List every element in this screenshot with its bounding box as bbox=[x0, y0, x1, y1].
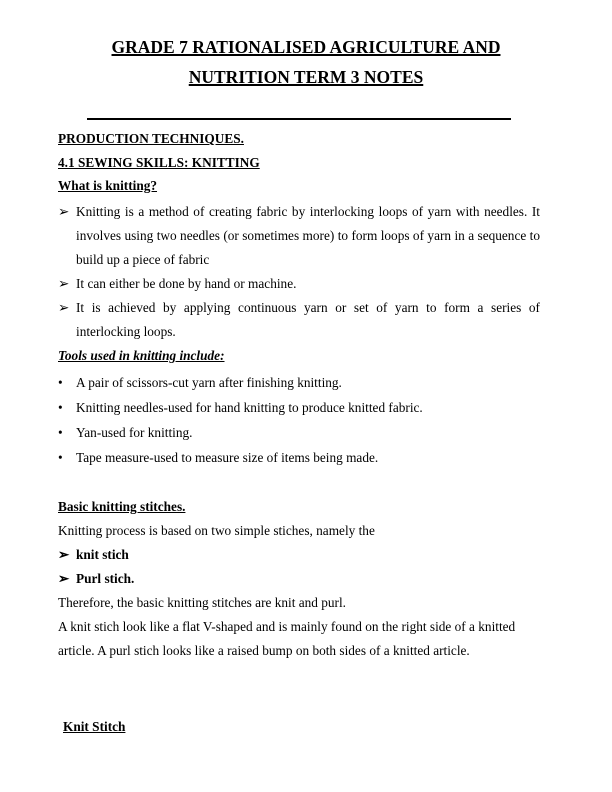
bullet-item: ➢ It is achieved by applying continuous yarn or set of yarn to form a series of interlocking loops. bbox=[58, 296, 540, 344]
arrow-bullet-icon: ➢ bbox=[58, 204, 70, 219]
heading-basic-stitches: Basic knitting stitches. bbox=[58, 499, 186, 514]
dot-bullet-icon: • bbox=[58, 450, 63, 465]
tool-item: • Tape measure-used to measure size of items being made. bbox=[58, 446, 540, 470]
bullet-item: ➢ It can either be done by hand or machine. bbox=[58, 272, 540, 296]
bullet-item: ➢ Knitting is a method of creating fabric by interlocking loops of yarn with needles. It involves using two needles (or sometimes more) to form loops of yarn in a sequence to build up a piece of fabric bbox=[58, 200, 540, 272]
heading-tools: Tools used in knitting include: bbox=[58, 348, 225, 363]
dot-bullet-icon: • bbox=[58, 375, 63, 390]
arrow-bullet-icon: ➢ bbox=[58, 547, 70, 562]
therefore-paragraph: Therefore, the basic knitting stitches are knit and purl. bbox=[58, 595, 347, 610]
basic-intro: Knitting process is based on two simple stiches, namely the bbox=[58, 523, 375, 538]
dot-bullet-icon: • bbox=[58, 400, 63, 415]
document-title-line-2: NUTRITION TERM 3 NOTES bbox=[188, 67, 424, 87]
tool-item: • Yan-used for knitting. bbox=[58, 421, 540, 445]
stitch-item: ➢ Purl stich. bbox=[58, 567, 540, 591]
tool-item: • A pair of scissors-cut yarn after finishing knitting. bbox=[58, 371, 540, 395]
title-divider bbox=[87, 118, 511, 120]
arrow-bullet-icon: ➢ bbox=[58, 300, 70, 315]
arrow-bullet-icon: ➢ bbox=[58, 571, 70, 586]
document-title-line-1: GRADE 7 RATIONALISED AGRICULTURE AND bbox=[111, 37, 501, 57]
stitch-item: ➢ knit stich bbox=[58, 543, 540, 567]
description-paragraph: A knit stich look like a flat V-shaped and is mainly found on the right side of a knitted article. A purl stich looks like a raised bump on both sides of a knitted article. bbox=[58, 619, 516, 658]
heading-production-techniques: PRODUCTION TECHNIQUES. bbox=[58, 131, 244, 146]
arrow-bullet-icon: ➢ bbox=[58, 276, 70, 291]
heading-knit-stitch: Knit Stitch bbox=[63, 719, 126, 734]
dot-bullet-icon: • bbox=[58, 425, 63, 440]
tool-item: • Knitting needles-used for hand knitting to produce knitted fabric. bbox=[58, 396, 540, 420]
heading-what-is-knitting: What is knitting? bbox=[58, 178, 158, 193]
heading-sewing-skills: 4.1 SEWING SKILLS: KNITTING bbox=[58, 155, 260, 170]
